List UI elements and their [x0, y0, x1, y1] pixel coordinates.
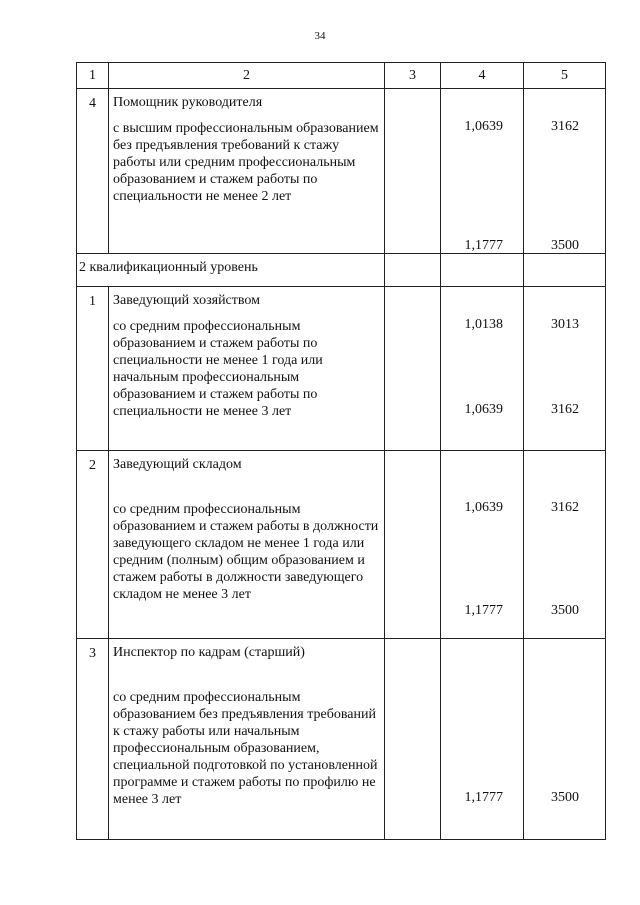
coefficient-value: 1,1777	[464, 603, 503, 618]
coefficient-value: 1,0639	[464, 500, 503, 515]
header-col-2: 2	[109, 63, 385, 89]
level-header-row	[77, 254, 606, 287]
salary-value: 3013	[551, 317, 579, 332]
table-row	[77, 89, 606, 254]
coefficient-cell	[441, 639, 524, 840]
table-row	[77, 639, 606, 840]
salary-table	[76, 62, 606, 840]
coefficient-cell	[441, 451, 524, 639]
header-col-5: 5	[524, 63, 606, 89]
qualification-level: 2 квалификационный уровень	[77, 254, 385, 287]
empty-cell	[385, 89, 441, 254]
coefficient-value: 1,0639	[464, 119, 503, 134]
empty-cell	[385, 639, 441, 840]
salary-cell	[524, 89, 606, 254]
coefficient-value: 1,0138	[464, 317, 503, 332]
header-col-3: 3	[385, 63, 441, 89]
position-requirements: со средним профессиональным образованием и стажем работы по специальности не менее 1 года или начальным профессиональным образованием и стажем работы по специальности не менее 3 лет	[113, 319, 323, 419]
position-title: Заведующий хозяйством	[113, 293, 260, 308]
empty-cell	[385, 287, 441, 451]
position-cell	[109, 451, 385, 639]
empty-cell	[524, 254, 606, 287]
position-cell	[109, 89, 385, 254]
position-requirements: со средним профессиональным образованием без предъявления требований к стажу работы или начальным профессиональным образованием, специальной подготовкой по установленной программе и стажем работы по профилю не менее 3 лет	[113, 690, 378, 807]
coefficient-value: 1,1777	[464, 238, 503, 253]
empty-cell	[385, 451, 441, 639]
position-cell	[109, 287, 385, 451]
position-requirements: со средним профессиональным образованием и стажем работы в должности заведующего складом не менее 1 года или средним (полным) общим образованием и стажем работы в должности заведующего складом не менее 3 лет	[113, 502, 379, 602]
coefficient-cell	[441, 89, 524, 254]
position-title: Инспектор по кадрам (старший)	[113, 645, 305, 660]
table-row	[77, 451, 606, 639]
coefficient-value: 1,1777	[464, 790, 503, 805]
row-number: 4	[77, 89, 109, 254]
salary-cell	[524, 287, 606, 451]
header-col-1: 1	[77, 63, 109, 89]
coefficient-value: 1,0639	[464, 402, 503, 417]
salary-value: 3162	[551, 402, 579, 417]
row-number: 1	[77, 287, 109, 451]
row-number: 2	[77, 451, 109, 639]
position-title: Помощник руководителя	[113, 95, 263, 110]
salary-cell	[524, 639, 606, 840]
row-number: 3	[77, 639, 109, 840]
position-title: Заведующий складом	[113, 457, 242, 472]
header-col-4: 4	[441, 63, 524, 89]
table-header-row	[77, 63, 606, 89]
page-number: 34	[314, 30, 326, 42]
salary-value: 3500	[551, 790, 579, 805]
salary-value: 3162	[551, 500, 579, 515]
salary-value: 3162	[551, 119, 579, 134]
salary-value: 3500	[551, 603, 579, 618]
salary-cell	[524, 451, 606, 639]
empty-cell	[441, 254, 524, 287]
coefficient-cell	[441, 287, 524, 451]
empty-cell	[385, 254, 441, 287]
salary-value: 3500	[551, 238, 579, 253]
position-cell	[109, 639, 385, 840]
table-row	[77, 287, 606, 451]
position-requirements: с высшим профессиональным образованием без предъявления требований к стажу работы или средним профессиональным образованием и стажем работы по специальности не менее 2 лет	[113, 121, 379, 204]
